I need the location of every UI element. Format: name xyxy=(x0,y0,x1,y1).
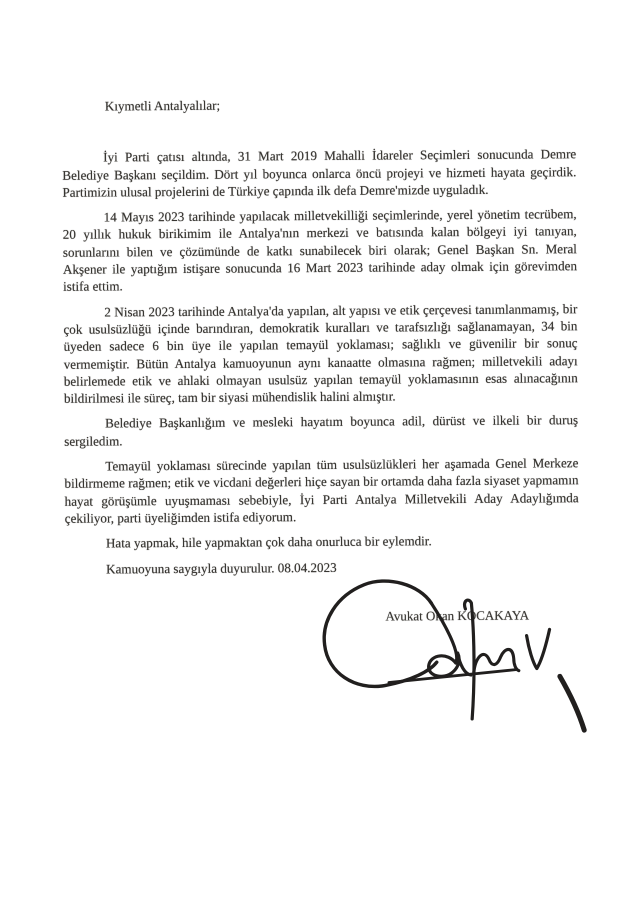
letter-greeting: Kıymetli Antalyalılar; xyxy=(104,97,221,114)
letter-paragraph: Belediye Başkanlığım ve mesleki hayatım boyunca adil, dürüst ve ilkeli bir duruş sergiledim. xyxy=(64,412,579,449)
letter-paragraph: 14 Mayıs 2023 tarihinde yapılacak milletvekilliği seçimlerinde, yerel yönetim tecrübem, 20 yıllık hukuk birikimim ile Antalya'nın merkezi ve batısında kalan bölgeyi iyi tanıyan, sorunlarını bilen ve çözümünde de katkı sunabilecek biri olarak; Genel Başkan Sn. Meral Akşener ile yaptığım istişare sonucunda 16 Mart 2023 tarihinde aday olmak için görevimden istifa ettim. xyxy=(62,206,578,295)
signature-block xyxy=(319,574,606,754)
letter-paragraph: Temayül yoklaması sürecinde yapılan tüm usulsüzlükleri her aşamada Genel Merkeze bildirmeme rağmen; etik ve vicdani değerleri hiçe sayan bir ortamda daha fazla siyaset yapmamın hayat görüşümle uyuşmaması sebebiyle, İyi Parti Antalya Milletvekili Aday Adaylığımda çekiliyor, parti üyeliğimden istifa ediyorum. xyxy=(64,455,579,526)
letter-body xyxy=(62,94,579,585)
letter-date-line: Kamuoyuna saygıyla duyurulur. 08.04.2023 xyxy=(106,559,337,577)
handwritten-signature-icon xyxy=(319,574,606,754)
letter-paragraph: 2 Nisan 2023 tarihinde Antalya'da yapılan, alt yapısı ve etik çerçevesi tanımlanmamış, bir çok usulsüzlüğü içinde barındıran, demokratik kuralları ve tarafsızlığı sağlanamayan, 34 bin üyeden sadece 6 bin üye ile yapılan temayül yoklaması; sağlıklı ve güvenilir bir sonuç vermemiştir. Bütün Antalya kamuoyunun aynı kanaatte olmasına rağmen; milletvekili adayı belirlemede etik ve ahlaki olmayan usulsüz yapılan temayül yoklamasının esas alınacağının bildirilmesi ile süreç, tam bir siyasi mühendislik halini almıştır. xyxy=(63,300,578,406)
letter-paragraph: İyi Parti çatısı altında, 31 Mart 2019 Mahalli İdareler Seçimleri sonucunda Demre Belediye Başkanı seçildim. Dört yıl boyunca onlarca öncü projeyi ve hizmeti hayata geçirdik. Partimizin ulusal projelerini de Türkiye çapında ilk defa Demre'mizde uyguladık. xyxy=(62,146,577,200)
letter-closing-line: Hata yapmak, hile yapmaktan çok daha onurluca bir eylemdir. xyxy=(105,533,432,551)
signatory-name: Avukat Okan KOCAKAYA xyxy=(385,607,530,624)
